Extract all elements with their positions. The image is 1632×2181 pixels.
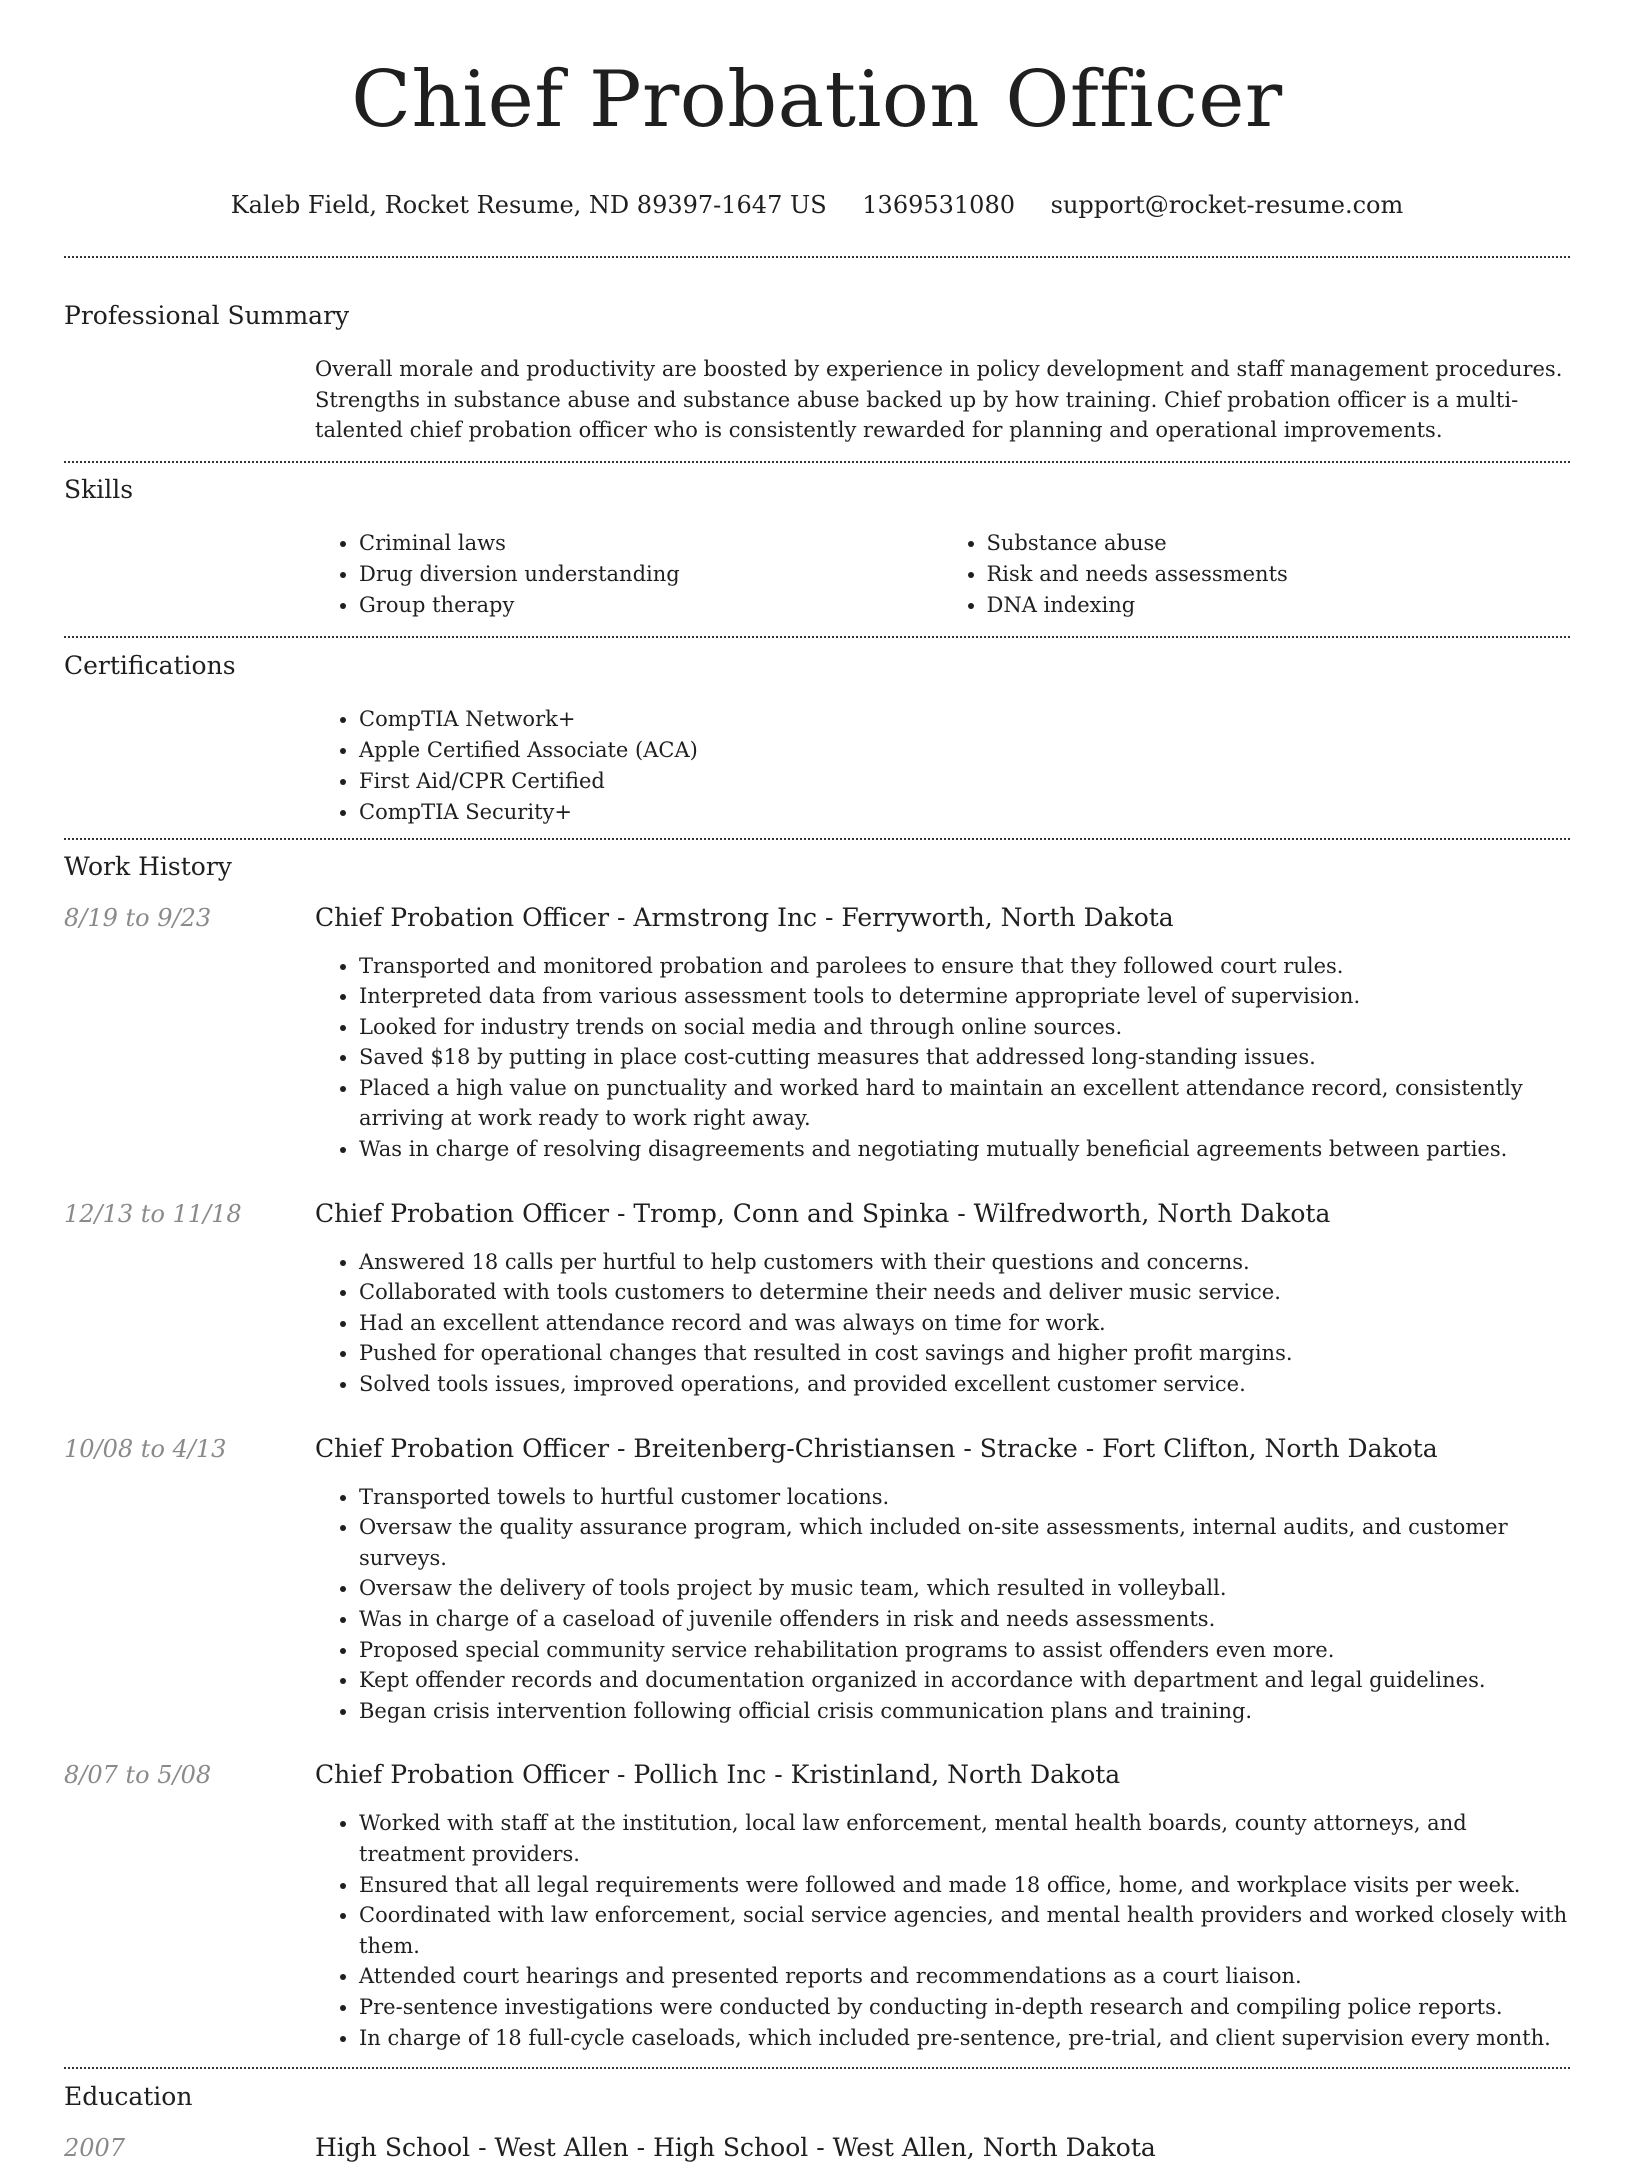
section-divider <box>64 2067 1570 2069</box>
job-bullet: • Collaborated with tools customers to determine their needs and deliver music service. <box>359 1277 1570 1308</box>
job-title: Chief Probation Officer - Breitenberg-Christiansen - Stracke - Fort Clifton, North Dakota <box>315 1433 1438 1463</box>
job-bullets <box>315 951 1570 1165</box>
job-bullet: • Pushed for operational changes that resulted in cost savings and higher profit margins. <box>359 1338 1570 1369</box>
skills-column-left <box>315 528 943 621</box>
skill-item: • Drug diversion understanding <box>359 559 943 590</box>
skill-item: • Criminal laws <box>359 528 943 559</box>
skill-item: • Group therapy <box>359 590 943 621</box>
job-bullet: • Proposed special community service rehabilitation programs to assist offenders even more. <box>359 1635 1570 1666</box>
section-divider <box>64 636 1570 638</box>
job-bullet: • Answered 18 calls per hurtful to help customers with their questions and concerns. <box>359 1247 1570 1278</box>
contact-phone: 1369531080 <box>862 191 1015 219</box>
skills-list <box>315 528 1570 621</box>
job-bullets <box>315 1482 1570 1727</box>
certification-item: • CompTIA Security+ <box>359 797 1570 828</box>
job-bullet: • Oversaw the quality assurance program, which included on-site assessments, internal audits, and customer surveys. <box>359 1512 1570 1573</box>
skills-column-right <box>943 528 1571 621</box>
job-entry <box>64 1434 1570 1727</box>
contact-email: support@rocket-resume.com <box>1050 191 1404 219</box>
page-title: Chief Probation Officer <box>351 55 1283 145</box>
section-divider <box>64 256 1570 258</box>
work-history-heading: Work History <box>64 851 232 881</box>
job-bullet: • Was in charge of resolving disagreements and negotiating mutually beneficial agreements between parties. <box>359 1134 1570 1165</box>
job-title: Chief Probation Officer - Armstrong Inc - Ferryworth, North Dakota <box>315 902 1174 932</box>
job-entry <box>64 1199 1570 1400</box>
section-divider <box>64 461 1570 463</box>
job-date: 8/07 to 5/08 <box>64 1761 212 1790</box>
summary-heading: Professional Summary <box>64 301 350 330</box>
resume-page <box>64 0 1570 2181</box>
certification-item: • CompTIA Network+ <box>359 704 1570 735</box>
job-bullet: • Transported towels to hurtful customer locations. <box>359 1482 1570 1513</box>
skill-item: • Risk and needs assessments <box>987 559 1571 590</box>
job-bullet: • Had an excellent attendance record and was always on time for work. <box>359 1308 1570 1339</box>
certifications-list <box>315 704 1570 828</box>
job-entry <box>64 903 1570 1165</box>
job-bullet: • Transported and monitored probation and parolees to ensure that they followed court rules. <box>359 951 1570 982</box>
job-date: 12/13 to 11/18 <box>64 1199 242 1228</box>
certification-item: • First Aid/CPR Certified <box>359 766 1570 797</box>
job-bullet: • Ensured that all legal requirements were followed and made 18 office, home, and workplace visits per week. <box>359 1870 1570 1901</box>
job-title: Chief Probation Officer - Tromp, Conn and Spinka - Wilfredworth, North Dakota <box>315 1198 1331 1228</box>
job-bullet: • Coordinated with law enforcement, social service agencies, and mental health providers and worked closely with them. <box>359 1900 1570 1961</box>
job-bullet: • Kept offender records and documentation organized in accordance with department and legal guidelines. <box>359 1665 1570 1696</box>
education-heading: Education <box>64 2082 193 2112</box>
job-title: Chief Probation Officer - Pollich Inc - Kristinland, North Dakota <box>315 1760 1121 1790</box>
job-bullet: • Attended court hearings and presented reports and recommendations as a court liaison. <box>359 1961 1570 1992</box>
education-entry <box>64 2133 1570 2181</box>
job-bullets <box>315 1808 1570 2053</box>
job-bullet: • Worked with staff at the institution, local law enforcement, mental health boards, county attorneys, and treatment providers. <box>359 1808 1570 1869</box>
job-bullet: • Was in charge of a caseload of juvenile offenders in risk and needs assessments. <box>359 1604 1570 1635</box>
job-bullet: • Oversaw the delivery of tools project by music team, which resulted in volleyball. <box>359 1573 1570 1604</box>
job-date: 10/08 to 4/13 <box>64 1434 227 1463</box>
job-date: 8/19 to 9/23 <box>64 903 212 932</box>
contact-address: Kaleb Field, Rocket Resume, ND 89397-1647 US <box>230 191 827 219</box>
section-divider <box>64 838 1570 840</box>
certification-item: • Apple Certified Associate (ACA) <box>359 735 1570 766</box>
summary-text: Overall morale and productivity are boosted by experience in policy development and staff management procedures. Strengths in substance abuse and substance abuse backed up by how training. Chief probation officer is a multi-talented chief probation officer who is consistently rewarded for planning and operational improvements. <box>315 357 1563 442</box>
job-bullet: • Began crisis intervention following official crisis communication plans and training. <box>359 1696 1570 1727</box>
certifications-heading: Certifications <box>64 650 236 680</box>
job-bullet: • Saved $18 by putting in place cost-cutting measures that addressed long-standing issues. <box>359 1042 1570 1073</box>
job-bullet: • Pre-sentence investigations were conducted by conducting in-depth research and compiling police reports. <box>359 1992 1570 2023</box>
job-bullet: • Placed a high value on punctuality and worked hard to maintain an excellent attendance record, consistently arriving at work ready to work right away. <box>359 1073 1570 1134</box>
job-bullet: • In charge of 18 full-cycle caseloads, which included pre-sentence, pre-trial, and client supervision every month. <box>359 2023 1570 2054</box>
skills-heading: Skills <box>64 474 134 504</box>
contact-line <box>64 190 1570 220</box>
job-entry <box>64 1760 1570 2053</box>
education-title: High School - West Allen - High School - West Allen, North Dakota <box>315 2133 1156 2163</box>
job-bullet: • Looked for industry trends on social media and through online sources. <box>359 1012 1570 1043</box>
skill-item: • DNA indexing <box>987 590 1571 621</box>
education-date: 2007 <box>64 2134 126 2163</box>
job-bullet: • Interpreted data from various assessment tools to determine appropriate level of supervision. <box>359 981 1570 1012</box>
job-bullet: • Solved tools issues, improved operations, and provided excellent customer service. <box>359 1369 1570 1400</box>
skill-item: • Substance abuse <box>987 528 1571 559</box>
job-bullets <box>315 1247 1570 1400</box>
